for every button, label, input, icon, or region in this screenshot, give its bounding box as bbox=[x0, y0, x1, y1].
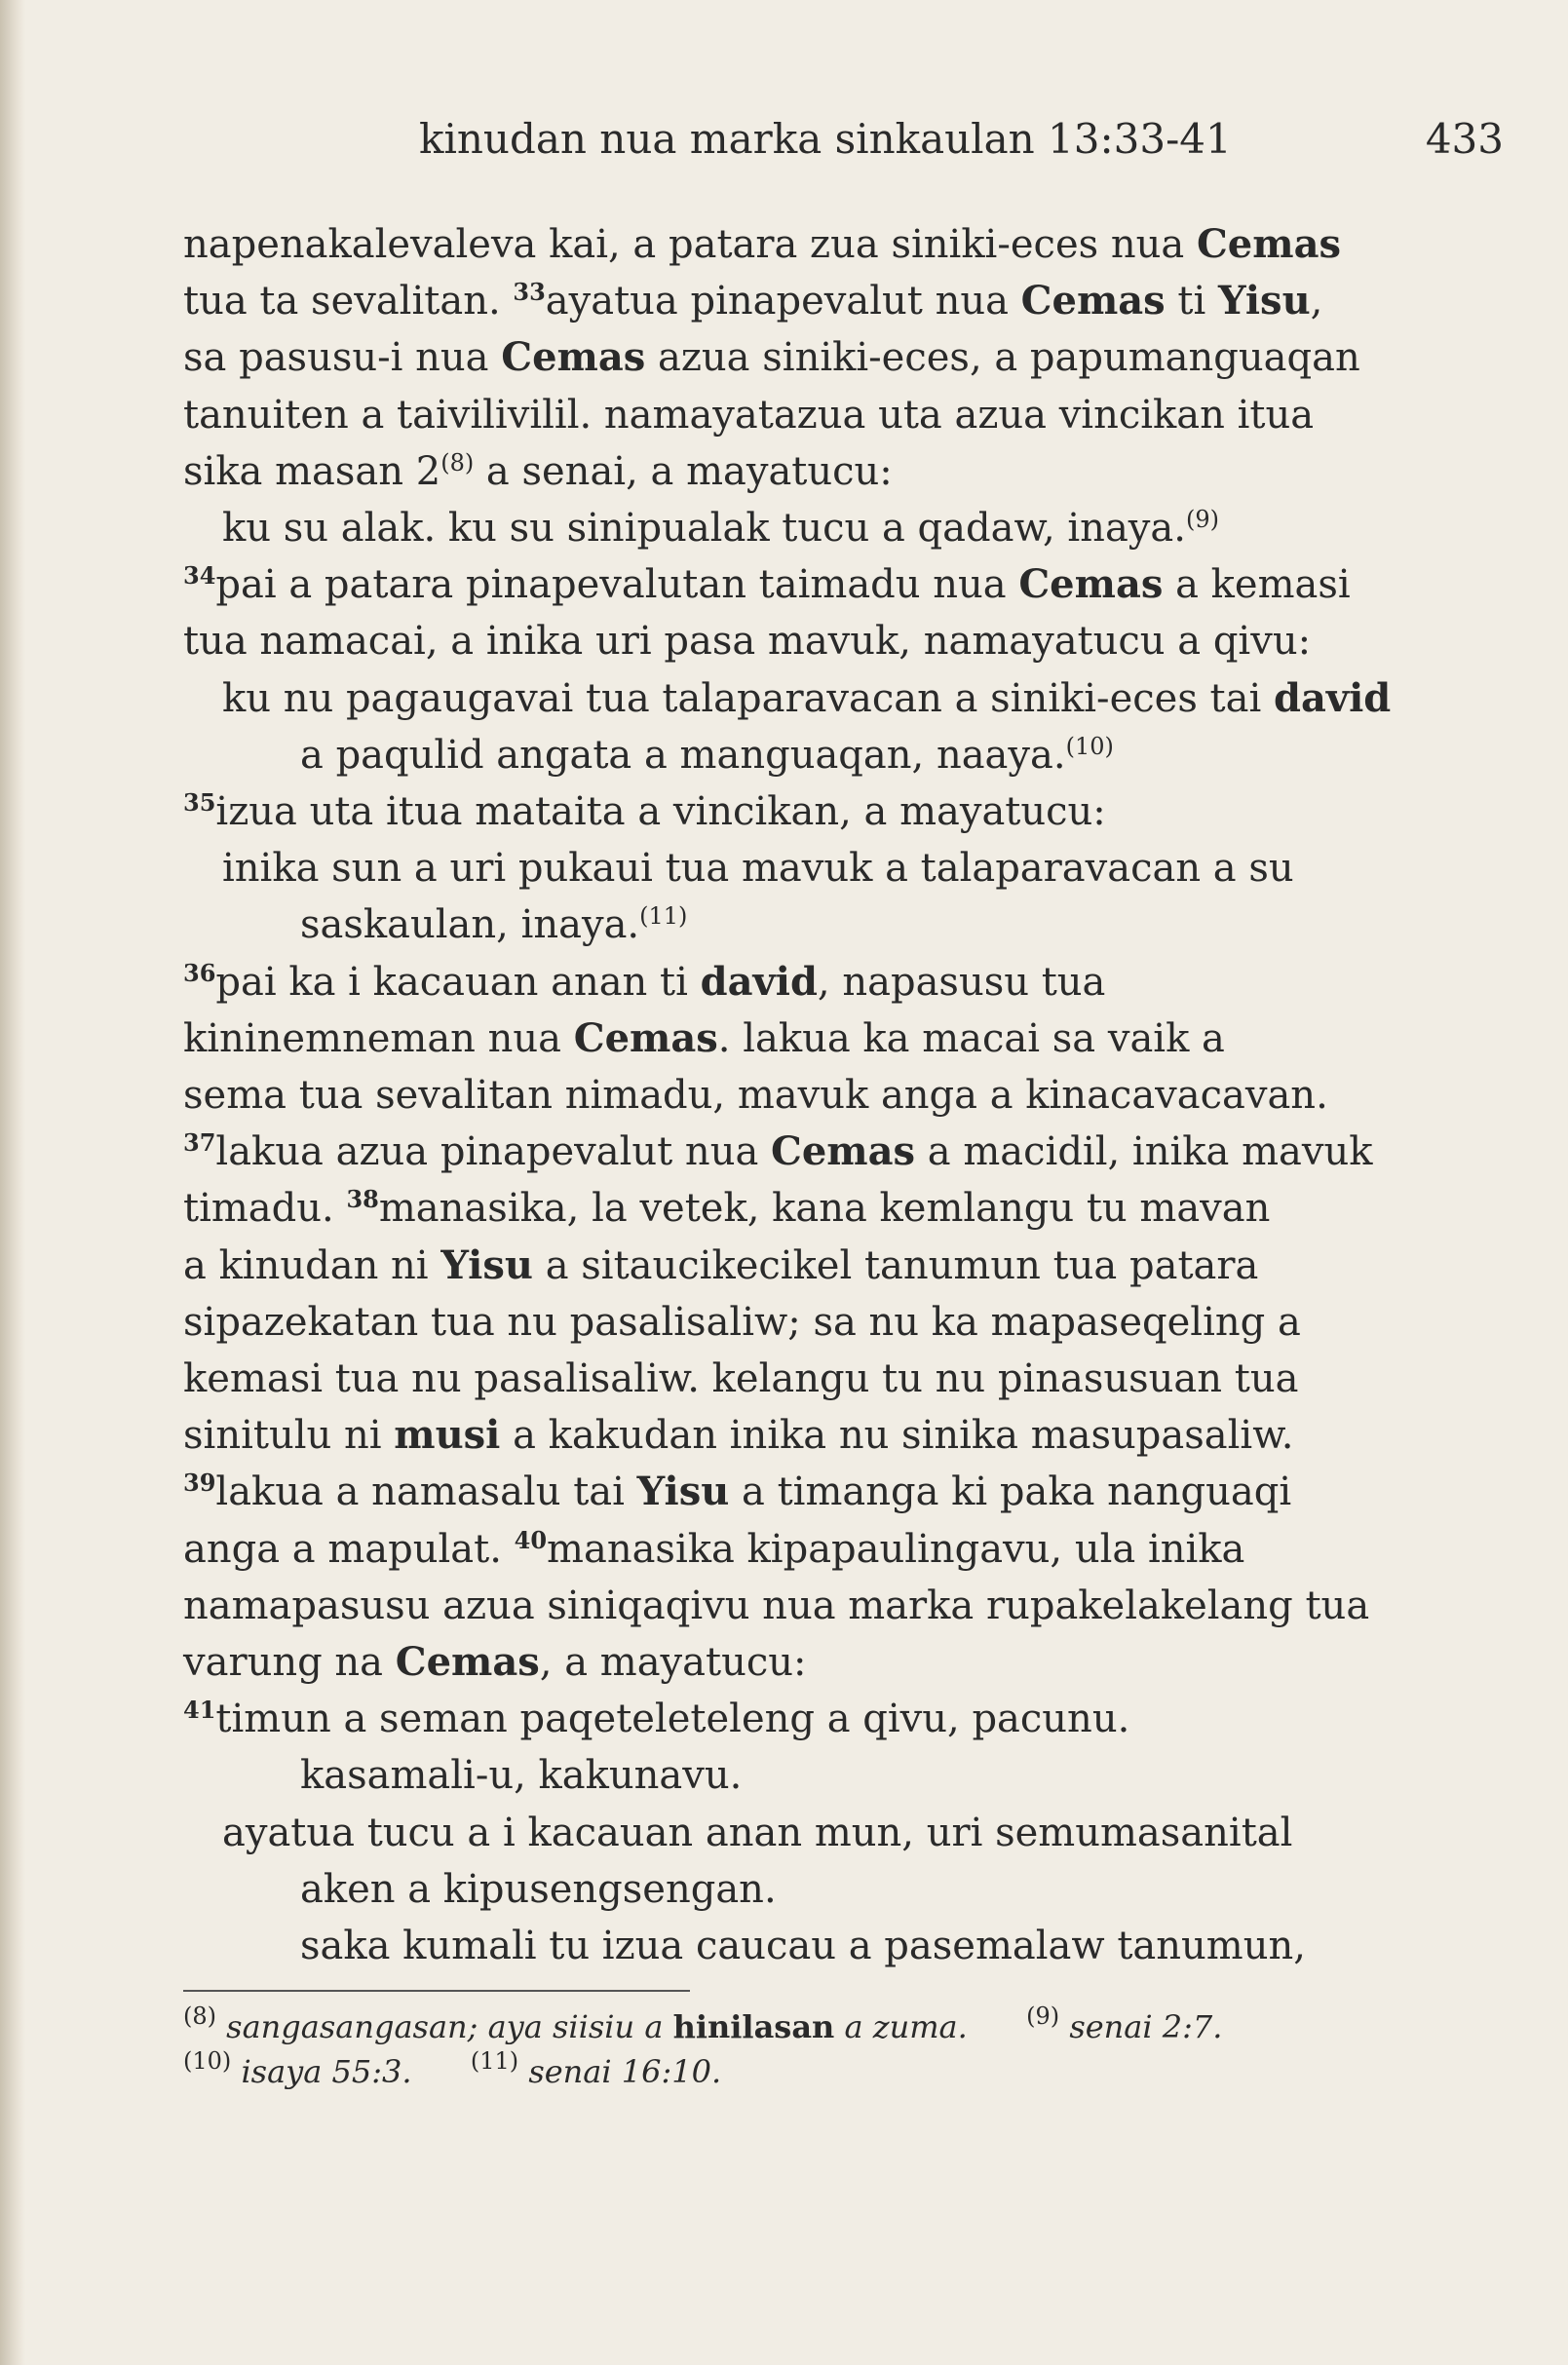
footnote-divider bbox=[183, 1990, 690, 1992]
poem-line: ayatua tucu a i kacauan anan mun, uri semumasanital bbox=[222, 1810, 1293, 1855]
page-number: 433 bbox=[1425, 115, 1504, 163]
text-line: kemasi tua nu pasalisaliw. kelangu tu nu pinasusuan tua bbox=[183, 1356, 1299, 1402]
verse-number: 37 bbox=[183, 1128, 216, 1158]
text-line: $^{34}$pai a patara pinapevalutan taimadu nua Cemas a kemasi bbox=[183, 561, 1351, 608]
verse-number: 33 bbox=[513, 278, 546, 307]
footnote-row: $^{(8)}$ sangasangasan; aya siisiu a hinilasan a zuma. $^{(9)}$ senai 2:7. bbox=[183, 2003, 1223, 2045]
verse-number: 36 bbox=[183, 958, 216, 987]
text-line: $^{39}$lakua a namasalu tai Yisu a timanga ki paka nanguaqi bbox=[183, 1469, 1292, 1515]
verse-number: 40 bbox=[514, 1525, 548, 1554]
text-line: namapasusu azua siniqaqivu nua marka rupakelakelang tua bbox=[183, 1583, 1370, 1628]
footnote-ref: (10) bbox=[1065, 732, 1114, 760]
verse-number: 34 bbox=[183, 561, 216, 591]
text-line: varung na Cemas, a mayatucu: bbox=[183, 1639, 807, 1686]
verse-number: 41 bbox=[183, 1696, 216, 1725]
text-line: $^{41}$timun a seman paqeteleteleng a qivu, pacunu. bbox=[183, 1696, 1130, 1742]
text-line: $^{35}$izua uta itua mataita a vincikan, a mayatucu: bbox=[183, 788, 1106, 835]
text-line: sema tua sevalitan nimadu, mavuk anga a kinacavacavan. bbox=[183, 1073, 1328, 1119]
poem-line: aken a kipusengsengan. bbox=[300, 1866, 777, 1912]
text-line: kininemneman nua Cemas. lakua ka macai sa vaik a bbox=[183, 1014, 1225, 1061]
verse-number: 39 bbox=[183, 1469, 216, 1498]
text-line: $^{37}$lakua azua pinapevalut nua Cemas a macidil, inika mavuk bbox=[183, 1128, 1373, 1175]
page-spine-shadow bbox=[0, 0, 25, 2365]
verse-number: 35 bbox=[183, 788, 216, 818]
main-text bbox=[183, 216, 1504, 1974]
text-line: sipazekatan tua nu pasalisaliw; sa nu ka mapaseqeling a bbox=[183, 1299, 1301, 1345]
poem-line: a paqulid angata a manguaqan, naaya.$^{(10)}$ bbox=[300, 732, 1114, 778]
footnote-mark: (10) bbox=[183, 2047, 232, 2075]
text-line: sa pasusu-i nua Cemas azua siniki-eces, a papumanguaqan bbox=[183, 334, 1360, 381]
text-line: timadu. $^{38}$manasika, la vetek, kana kemlangu tu mavan bbox=[183, 1185, 1271, 1232]
footnote-mark: (8) bbox=[183, 2003, 216, 2030]
running-header bbox=[183, 115, 1504, 173]
footnote-ref: (9) bbox=[1185, 506, 1219, 534]
poem-line: saskaulan, inaya.$^{(11)}$ bbox=[300, 902, 688, 948]
poem-line: kasamali-u, kakunavu. bbox=[300, 1753, 743, 1799]
verse-number: 38 bbox=[346, 1185, 379, 1214]
text-line: tanuiten a taivilivilil. namayatazua uta azua vincikan itua bbox=[183, 392, 1315, 438]
text-line: napenakalevaleva kai, a patara zua siniki-eces nua Cemas bbox=[183, 221, 1341, 267]
text-line: sika masan 2$^{(8)}$ a senai, a mayatucu: bbox=[183, 448, 893, 494]
footnote-ref: (11) bbox=[639, 902, 688, 931]
footnote-mark: (11) bbox=[470, 2047, 519, 2075]
text-line: tua ta sevalitan. $^{33}$ayatua pinapevalut nua Cemas ti Yisu, bbox=[183, 278, 1323, 324]
poem-line: ku nu pagaugavai tua talaparavacan a siniki-eces tai david bbox=[222, 674, 1392, 721]
poem-line: saka kumali tu izua caucau a pasemalaw tanumun, bbox=[300, 1924, 1306, 1969]
text-line: sinitulu ni musi a kakudan inika nu sinika masupasaliw. bbox=[183, 1412, 1294, 1459]
poem-line: inika sun a uri pukaui tua mavuk a talaparavacan a su bbox=[222, 846, 1294, 892]
text-line: tua namacai, a inika uri pasa mavuk, namayatucu a qivu: bbox=[183, 619, 1312, 665]
running-title: kinudan nua marka sinkaulan 13:33-41 bbox=[419, 115, 1232, 163]
footnote-row: $^{(10)}$ isaya 55:3. $^{(11)}$ senai 16:10. bbox=[183, 2047, 722, 2090]
poem-line: ku su alak. ku su sinipualak tucu a qadaw, inaya.$^{(9)}$ bbox=[222, 506, 1219, 552]
footnote-ref: (8) bbox=[440, 448, 475, 477]
text-line: anga a mapulat. $^{40}$manasika kipapaulingavu, ula inika bbox=[183, 1525, 1245, 1572]
footnotes bbox=[183, 2004, 1450, 2094]
text-line: a kinudan ni Yisu a sitaucikecikel tanumun tua patara bbox=[183, 1241, 1259, 1288]
footnote-mark: (9) bbox=[1026, 2003, 1060, 2030]
text-line: $^{36}$pai ka i kacauan anan ti david, napasusu tua bbox=[183, 958, 1106, 1005]
